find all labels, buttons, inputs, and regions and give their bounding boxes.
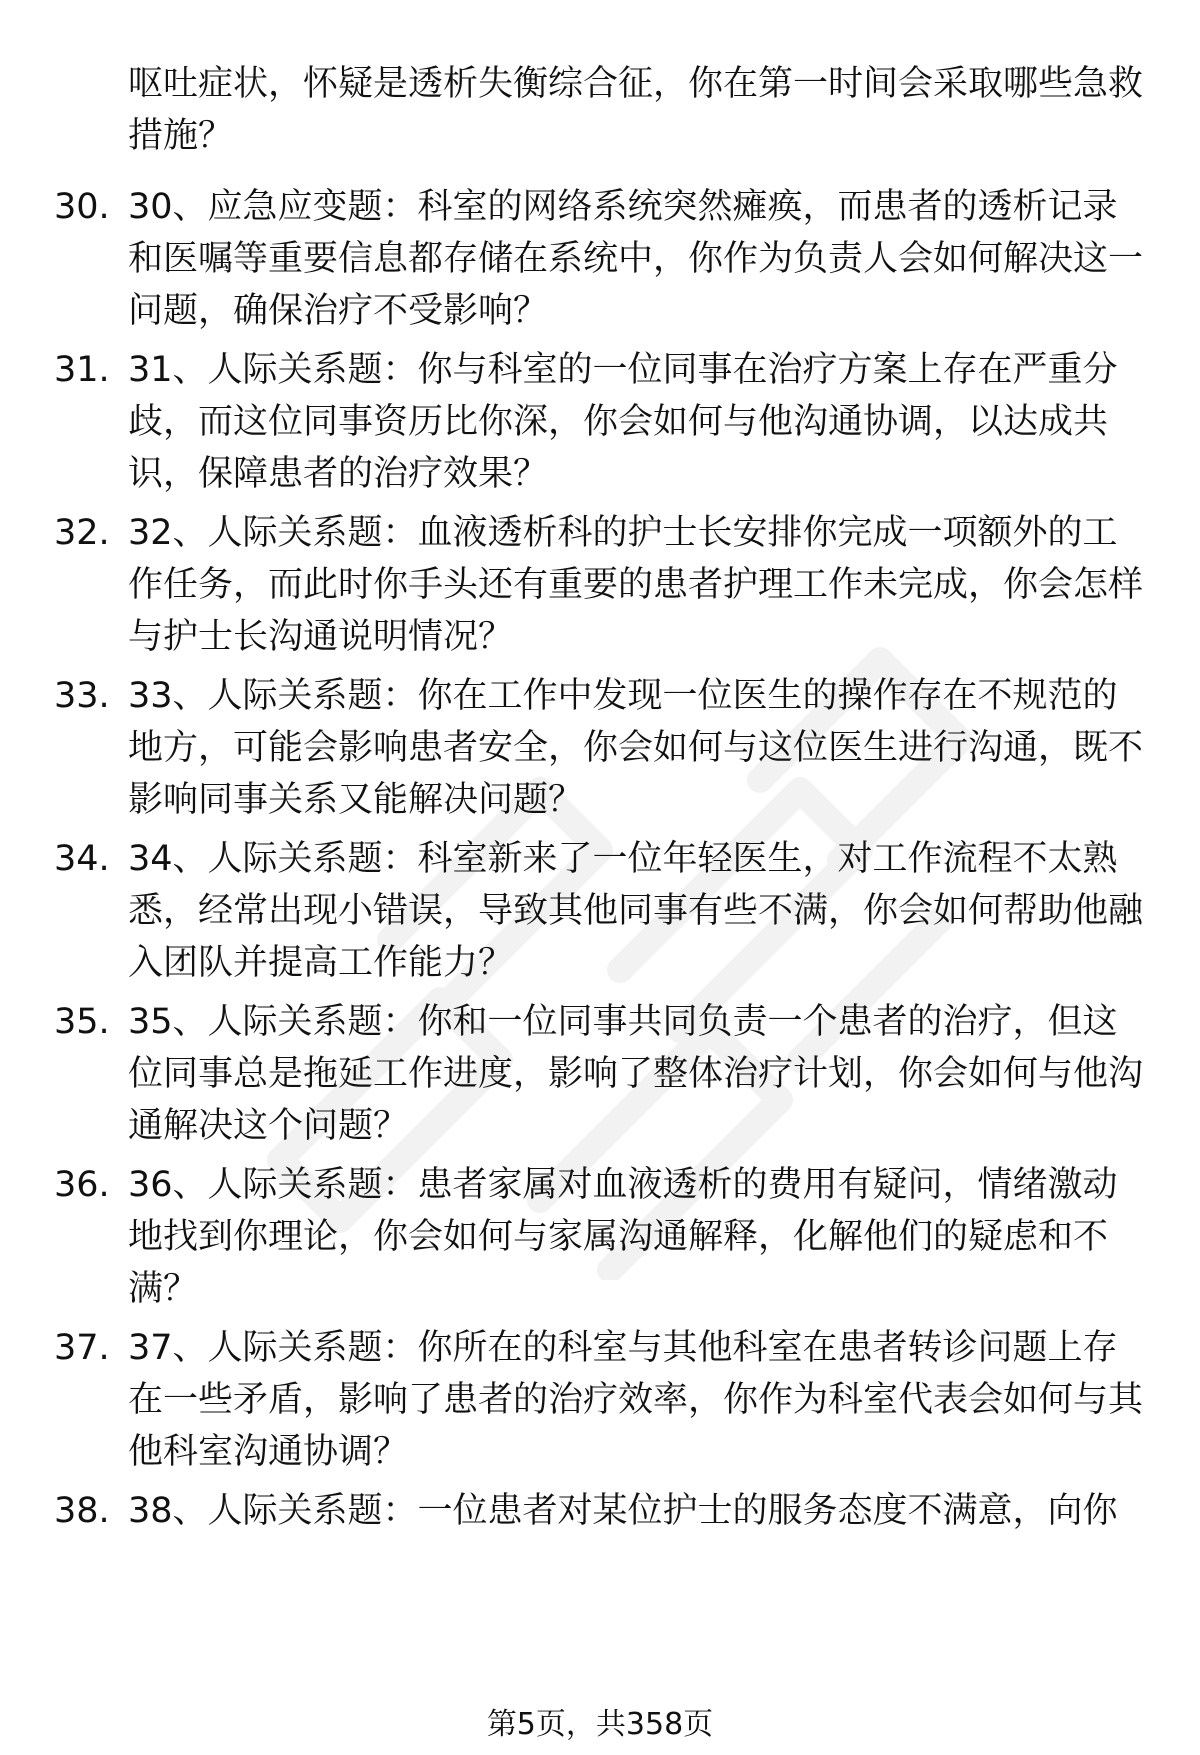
item-number: 30. — [54, 187, 110, 227]
list-item — [0, 344, 1200, 507]
item-number: 38. — [54, 1491, 110, 1531]
item-text: 34、人际关系题：科室新来了一位年轻医生，对工作流程不太熟悉，经常出现小错误，导致其他同事有些不满，你会如何帮助他融入团队并提高工作能力？ — [128, 839, 1144, 983]
continued-question-text: 呕吐症状，怀疑是透析失衡综合征，你在第一时间会采取哪些急救措施？ — [128, 64, 1144, 156]
list-item — [0, 670, 1200, 833]
question-list — [0, 181, 1200, 1545]
item-text: 35、人际关系题：你和一位同事共同负责一个患者的治疗，但这位同事总是拖延工作进度，影响了整体治疗计划，你会如何与他沟通解决这个问题？ — [128, 1002, 1144, 1146]
item-number: 34. — [54, 839, 110, 879]
list-item — [0, 507, 1200, 670]
list-item — [0, 1485, 1200, 1545]
list-item — [0, 996, 1200, 1159]
item-number: 33. — [54, 676, 110, 716]
page-number-footer: 第5页，共358页 — [486, 1707, 714, 1742]
list-item — [0, 833, 1200, 996]
item-text: 37、人际关系题：你所在的科室与其他科室在患者转诊问题上存在一些矛盾，影响了患者的治疗效率，你作为科室代表会如何与其他科室沟通协调？ — [128, 1328, 1144, 1472]
item-text: 33、人际关系题：你在工作中发现一位医生的操作存在不规范的地方，可能会影响患者安全，你会如何与这位医生进行沟通，既不影响同事关系又能解决问题？ — [128, 676, 1144, 820]
item-number: 35. — [54, 1002, 110, 1042]
item-number: 31. — [54, 350, 110, 390]
list-item — [0, 1322, 1200, 1485]
list-item — [0, 1159, 1200, 1322]
item-text: 32、人际关系题：血液透析科的护士长安排你完成一项额外的工作任务，而此时你手头还有重要的患者护理工作未完成，你会怎样与护士长沟通说明情况？ — [128, 513, 1144, 657]
item-text: 38、人际关系题：一位患者对某位护士的服务态度不满意，向你 — [128, 1491, 1118, 1531]
item-text: 31、人际关系题：你与科室的一位同事在治疗方案上存在严重分歧，而这位同事资历比你深，你会如何与他沟通协调，以达成共识，保障患者的治疗效果？ — [128, 350, 1118, 494]
item-text: 36、人际关系题：患者家属对血液透析的费用有疑问，情绪激动地找到你理论，你会如何与家属沟通解释，化解他们的疑虑和不满？ — [128, 1165, 1118, 1309]
item-number: 37. — [54, 1328, 110, 1368]
item-text: 30、应急应变题：科室的网络系统突然瘫痪，而患者的透析记录和医嘱等重要信息都存储在系统中，你作为负责人会如何解决这一问题，确保治疗不受影响？ — [128, 187, 1144, 331]
list-item — [0, 181, 1200, 344]
item-number: 36. — [54, 1165, 110, 1205]
item-number: 32. — [54, 513, 110, 553]
